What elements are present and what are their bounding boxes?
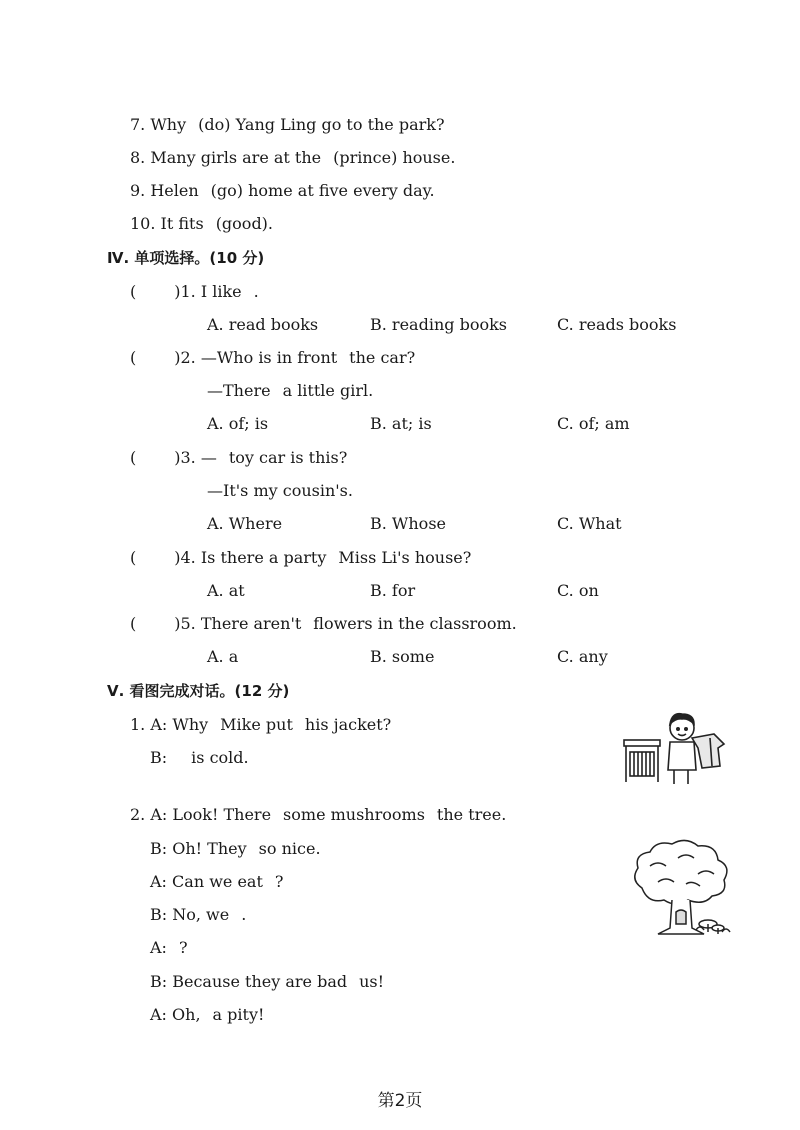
dialogue-2-line-6 — [150, 972, 384, 992]
page-number: 第2页 — [377, 1091, 423, 1111]
question-text: the car? — [349, 348, 416, 367]
question-text: . — [253, 282, 259, 301]
left-paren[interactable]: ( — [130, 448, 137, 467]
dialogue-text: A: Oh, — [150, 1005, 201, 1024]
mc-question-5 — [130, 614, 517, 634]
dialogue-text: his jacket? — [304, 715, 392, 734]
left-paren[interactable]: ( — [130, 548, 137, 567]
mc-question-2-line2 — [207, 381, 373, 401]
dialogue-text: A: Can we eat — [150, 872, 263, 891]
dialogue-text: 1. A: Why — [130, 715, 209, 734]
option-c[interactable]: C. What — [557, 514, 622, 533]
question-7 — [130, 115, 445, 135]
option-a[interactable]: A. a — [207, 647, 239, 666]
option-c[interactable]: C. on — [557, 581, 599, 600]
dialogue-text: ? — [274, 872, 284, 891]
dialogue-2-line-5 — [150, 938, 188, 958]
option-a[interactable]: A. at — [207, 581, 245, 600]
question-text: 8. Many girls are at the — [130, 148, 322, 167]
option-c[interactable]: C. any — [557, 647, 608, 666]
question-text: )4. Is there a party — [174, 548, 327, 567]
dialogue-text: . — [241, 905, 247, 924]
left-paren[interactable]: ( — [130, 348, 137, 367]
section-5-title: Ⅴ. 看图完成对话。(12 分) — [107, 682, 290, 700]
dialogue-text: A: — [150, 938, 167, 957]
dialogue-text: Mike put — [220, 715, 293, 734]
dialogue-2-line-1 — [130, 805, 506, 825]
question-text: a little girl. — [282, 381, 374, 400]
dialogue-text: a pity! — [212, 1005, 265, 1024]
mc-question-2 — [130, 348, 415, 368]
option-b[interactable]: B. reading books — [370, 315, 507, 334]
dialogue-text: B: Because they are bad — [150, 972, 348, 991]
option-a[interactable]: A. Where — [207, 514, 283, 533]
question-text: )3. — — [174, 448, 217, 467]
left-paren[interactable]: ( — [130, 614, 137, 633]
dialogue-text: us! — [359, 972, 385, 991]
question-text: flowers in the classroom. — [313, 614, 517, 633]
dialogue-2-line-4 — [150, 905, 246, 925]
dialogue-2-line-2 — [150, 839, 321, 859]
question-9 — [130, 181, 435, 201]
option-b[interactable]: B. some — [370, 647, 435, 666]
dialogue-text: the tree. — [436, 805, 507, 824]
question-text: (do) Yang Ling go to the park? — [198, 115, 445, 134]
dialogue-text: ? — [178, 938, 188, 957]
dialogue-text: B: No, we — [150, 905, 230, 924]
boy-jacket-illustration — [622, 708, 728, 786]
option-c[interactable]: C. reads books — [557, 315, 677, 334]
question-text: 9. Helen — [130, 181, 199, 200]
dialogue-1-line-b — [150, 748, 249, 768]
question-text: )2. —Who is in front — [174, 348, 338, 367]
option-a[interactable]: A. read books — [207, 315, 319, 334]
option-b[interactable]: B. at; is — [370, 414, 432, 433]
dialogue-text: is cold. — [191, 748, 249, 767]
question-text: (go) home at five every day. — [210, 181, 435, 200]
question-8 — [130, 148, 455, 168]
section-4-title: Ⅳ. 单项选择。(10 分) — [107, 249, 265, 267]
left-paren[interactable]: ( — [130, 282, 137, 301]
question-text: (prince) house. — [333, 148, 456, 167]
mc-question-3-line2: —It's my cousin's. — [207, 481, 353, 500]
dialogue-text: B: — [150, 748, 168, 767]
question-text: Miss Li's house? — [338, 548, 472, 567]
option-a[interactable]: A. of; is — [207, 414, 269, 433]
dialogue-text: some mushrooms — [283, 805, 425, 824]
dialogue-text: so nice. — [258, 839, 321, 858]
question-text: )1. I like — [174, 282, 242, 301]
option-c[interactable]: C. of; am — [557, 414, 630, 433]
question-10 — [130, 214, 273, 234]
question-text: 10. It fits — [130, 214, 204, 233]
question-text: —There — [207, 381, 271, 400]
dialogue-1-line-a — [130, 715, 391, 735]
question-text: toy car is this? — [228, 448, 348, 467]
mc-question-1 — [130, 282, 259, 302]
dialogue-text: 2. A: Look! There — [130, 805, 272, 824]
mc-question-4 — [130, 548, 471, 568]
dialogue-text: B: Oh! They — [150, 839, 247, 858]
tree-mushroom-illustration — [628, 838, 734, 938]
mc-question-3 — [130, 448, 347, 468]
dialogue-2-line-7 — [150, 1005, 264, 1025]
question-text: 7. Why — [130, 115, 187, 134]
question-text: (good). — [215, 214, 274, 233]
dialogue-2-line-3 — [150, 872, 283, 892]
question-text: )5. There aren't — [174, 614, 302, 633]
option-b[interactable]: B. for — [370, 581, 416, 600]
option-b[interactable]: B. Whose — [370, 514, 446, 533]
